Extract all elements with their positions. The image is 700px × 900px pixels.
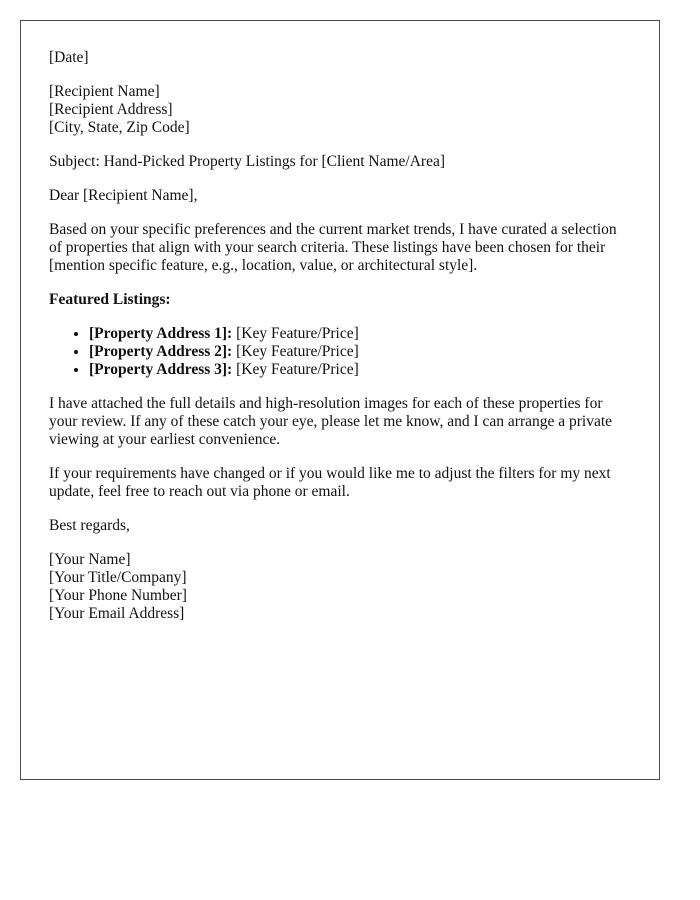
listing-detail: [Key Feature/Price] bbox=[232, 361, 359, 378]
intro-paragraph: Based on your specific preferences and the current market trends, I have curated a selection of properties that align with your search criteria. These listings have been chosen for their [mention specific feature, e.g., location, value, or architectural style]. bbox=[49, 221, 617, 274]
featured-listings-list bbox=[49, 325, 631, 379]
list-item bbox=[89, 343, 631, 361]
listing-address: [Property Address 3]: bbox=[89, 361, 233, 378]
letter-date: [Date] bbox=[49, 49, 89, 66]
listing-detail: [Key Feature/Price] bbox=[232, 325, 359, 342]
recipient-city-state-zip: [City, State, Zip Code] bbox=[49, 119, 190, 136]
listing-detail: [Key Feature/Price] bbox=[232, 343, 359, 360]
list-item bbox=[89, 325, 631, 343]
signature-name: [Your Name] bbox=[49, 551, 131, 568]
signature-phone: [Your Phone Number] bbox=[49, 587, 187, 604]
recipient-block bbox=[49, 83, 631, 137]
letter-subject: Subject: Hand-Picked Property Listings for [Client Name/Area] bbox=[49, 153, 446, 170]
listing-address: [Property Address 1]: bbox=[89, 325, 233, 342]
signature-title-company: [Your Title/Company] bbox=[49, 569, 187, 586]
featured-listings-heading: Featured Listings: bbox=[49, 291, 171, 308]
letter-salutation: Dear [Recipient Name], bbox=[49, 187, 198, 204]
listing-address: [Property Address 2]: bbox=[89, 343, 233, 360]
recipient-address: [Recipient Address] bbox=[49, 101, 173, 118]
signature-email: [Your Email Address] bbox=[49, 605, 185, 622]
signature-block bbox=[49, 551, 631, 623]
followup-paragraph: If your requirements have changed or if you would like me to adjust the filters for my next update, feel free to reach out via phone or email. bbox=[49, 465, 611, 500]
list-item bbox=[89, 361, 631, 379]
recipient-name: [Recipient Name] bbox=[49, 83, 160, 100]
letter-page bbox=[20, 20, 660, 780]
attachment-paragraph: I have attached the full details and high-resolution images for each of these properties for your review. If any of these catch your eye, please let me know, and I can arrange a private viewing at your earliest convenience. bbox=[49, 395, 613, 448]
letter-closing: Best regards, bbox=[49, 517, 130, 534]
